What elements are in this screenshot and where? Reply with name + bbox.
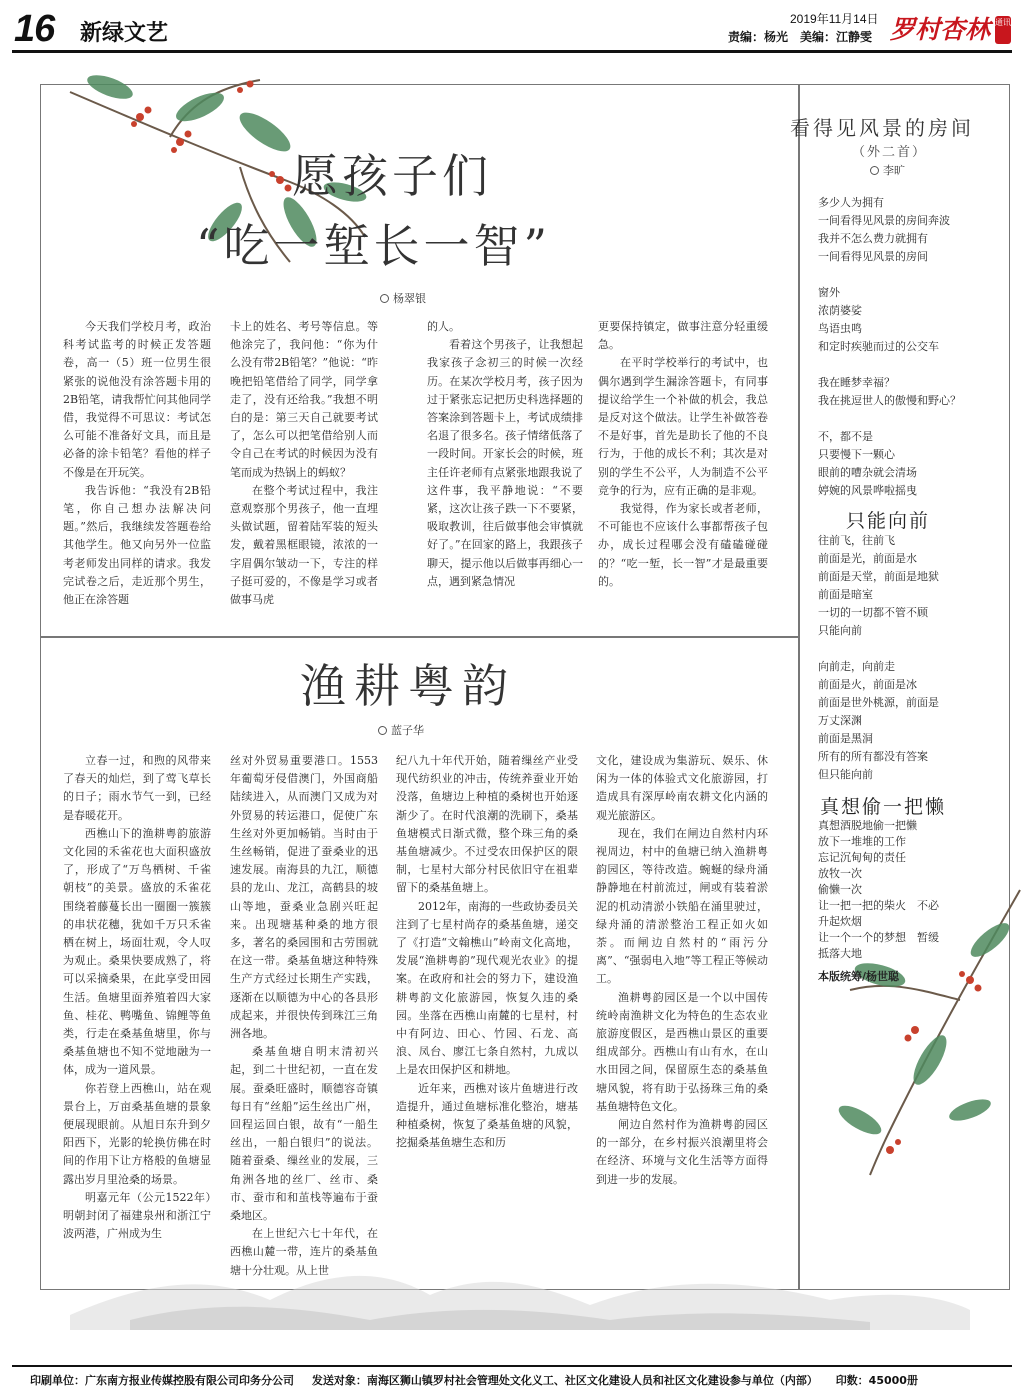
poem2 (818, 532, 939, 802)
poem-line: 只要慢下一颗心 (818, 448, 895, 461)
poem-line: 一切的一切都不管不顾 (818, 606, 928, 619)
footer-rule (12, 1365, 1012, 1367)
poem-stanza (818, 658, 939, 784)
paragraph: 看着这个男孩子，让我想起我家孩子念初三的时候一次经历。在某次学校月考，孩子因为过于紧张忘记把历史科选择题的答案涂到答题卡上，考试成绩排名退了很多名。孩子情绪低落了一段时间。开家长会的时候，班主任许老师有点紧张地跟我说了这件事，我平静地说：“不要紧，这次让孩子跌一下不要紧，吸取教训，往后做事他会审慎就好了。”在回家的路上，我跟孩子聊天，提示他以后做事再细心一点，遇到紧急情况 (427, 338, 583, 588)
poem-line: 前面是黑洞 (818, 732, 873, 745)
poem-line: 放牧一次 (818, 867, 862, 880)
poem-line: 不，都不是 (818, 430, 873, 443)
paragraph: 明嘉元年（公元1522年）明朝封闭了福建泉州和浙江宁波两港，广州成为生 (63, 1190, 211, 1241)
poem-line: 我在睡梦幸福？ (818, 376, 895, 389)
article1-column-2 (230, 318, 378, 609)
paragraph: 立春一过，和煦的风带来了春天的灿烂，到了莺飞草长的日子；雨水节气一到，已经是春暖花开。 (63, 754, 211, 822)
poem-line: 窗外 (818, 286, 840, 299)
poem3 (818, 818, 939, 962)
poem-line: 万丈深渊 (818, 714, 862, 727)
poem-line: 眼前的嘈杂就会清场 (818, 466, 917, 479)
poem-line: 让一把一把的柴火 不必 (818, 899, 939, 912)
issue-date: 2019年11月14日 (790, 12, 879, 26)
poems-subtitle: （外二首） (852, 145, 928, 160)
paragraph: 更要保持镇定，做事注意分轻重缓急。 (598, 320, 768, 352)
poem-line: 偷懒一次 (818, 883, 862, 896)
poem-line: 放下一堆堆的工作 (818, 835, 906, 848)
byline-mark-icon (380, 294, 389, 303)
paragraph: 卡上的姓名、考号等信息。等他涂完了，我问他：“你为什么没有带2B铅笔？”他说：“昨晚把铅笔借给了同学，同学拿走了，没有还给我。”我想不明白的是：第三天自己就要考试了，怎么可以把笔借给别人而令自己在考试的时候因为没有笔而成为热锅上的蚂蚁？ (230, 320, 378, 479)
paragraph: 今天我们学校月考，政治科考试监考的时候正发答题卷，高一（5）班一位男生很紧张的说他没有涂答题卡用的2B铅笔，请我帮忙问其他同学借，我觉得不可思议：考试怎么可能不准备好文具，而且是必备的涂卡铅笔？看他的样子不像是在开玩笑。 (63, 320, 211, 479)
paragraph: 渔耕粤韵园区是一个以中国传统岭南渔耕文化为特色的生态农业旅游度假区，是西樵山景区的重要组成部分。西樵山有山有水，在山水田园之间，保留原生态的桑基鱼塘风貌，将有助于弘扬珠三角的桑基鱼塘特色文化。 (596, 990, 768, 1113)
poems-byline: 李旷 (870, 162, 905, 178)
poem-line: 抵落大地 (818, 947, 862, 960)
poem-line: 但只能向前 (818, 768, 873, 781)
poem-line: 和定时疾驰而过的公交车 (818, 340, 939, 353)
article1-title-line2: “吃一堑长一智” (196, 219, 552, 273)
poem-stanza (818, 284, 961, 356)
byline-mark-icon (870, 166, 879, 175)
poem-line: 鸟语虫鸣 (818, 322, 862, 335)
article1-title-line1: 愿孩子们 (292, 149, 492, 203)
poem-stanza (818, 428, 961, 500)
poem-line: 只能向前 (818, 624, 862, 637)
footer-recipients: 发送对象：南海区狮山镇罗村社会管理处文化义工、社区文化建设人员和社区文化建设参与单位（内部） (311, 1374, 818, 1387)
poem-line: 前面是世外桃源，前面是 (818, 696, 939, 709)
byline-mark-icon (378, 726, 387, 735)
poem-line: 真想酒脱地偷一把懒 (818, 819, 917, 832)
page-number: 16 (14, 8, 55, 50)
header-rule (12, 50, 1012, 53)
paragraph: 西樵山下的渔耕粤韵旅游文化园的禾雀花也大面积盛放了，形成了“万鸟栖树、千雀朝枝”的美景。盛放的禾雀花围绕着藤蔓长出一圈圈一簇簇的串状花穗，犹如千万只禾雀栖在树上，场面壮观，令人叹为观止。桑果快要成熟了，将可以采摘桑果，在此享受田园生活。鱼塘里面养殖着四大家鱼、桂花、鸭嘴鱼、锦鲤等鱼类，行走在桑基鱼塘里，你与桑基鱼塘也不知不觉地融为一体，成为一道风景。 (63, 826, 211, 1077)
page-planner-credit: 本版统筹/杨世聪 (818, 970, 900, 983)
poem-line: 前面是天堂，前面是地狱 (818, 570, 939, 583)
poem-line: 忘记沉甸甸的责任 (818, 851, 906, 864)
masthead-badge: 通讯 (995, 16, 1011, 44)
paragraph: 你若登上西樵山，站在观景台上，万亩桑基鱼塘的景象便展现眼前。从旭日东升到夕阳西下，光影的轮换仿佛在时间的作用下让方格般的鱼塘显露出岁月里沧桑的场景。 (63, 1081, 211, 1186)
paragraph: 我觉得，作为家长或者老师，不可能也不应该什么事都帮孩子包办，成长过程哪会没有磕磕碰碰的？“吃一堑，长一智”才是最重要的。 (598, 502, 768, 588)
article1-column-1 (63, 318, 211, 609)
poem-line: 浓荫婆娑 (818, 304, 862, 317)
paragraph: 2012年，南海的一些政协委员关注到了七星村尚存的桑基鱼塘，递交了《打造“文翰樵山”岭南文化高地，发展“渔耕粤韵”现代观光农业》的提案。在政府和社会的努力下，建设渔耕粤韵文化旅游园，恢复久违的桑园。坐落在西樵山南麓的七星村，村中有阿边、田心、竹园、石龙、高浪、凤台、廖江七条自然村，九成以上是农田保护区和耕地。 (396, 899, 578, 1077)
paragraph: 在平时学校举行的考试中，也偶尔遇到学生漏涂答题卡，有同事提议给学生一个补做的机会，我总是反对这个做法。让学生补做答卷不是好事，首先是助长了他的不良行为，于他的成长不利；其次是对别的学生不公平，人为制造不公平竞争的行为，应有正确的是非观。 (598, 356, 768, 497)
paragraph: 闸边自然村作为渔耕粤韵园区的一部分，在乡村振兴浪潮里将会在经济、环境与文化生活等方面得到进一步的发展。 (596, 1118, 768, 1186)
poem-line: 所有的所有都没有答案 (818, 750, 928, 763)
paragraph: 在上世纪六七十年代，在西樵山麓一带，连片的桑基鱼塘十分壮观。从上世 (230, 1227, 378, 1277)
footer-print-run: 印数：45000册 (835, 1374, 918, 1387)
paragraph: 近年来，西樵对该片鱼塘进行改造提升，通过鱼塘标准化整治，塘基种植桑树，恢复了桑基鱼塘的风貌，挖掘桑基鱼塘生态和历 (396, 1081, 578, 1150)
poem-line: 婷婉的风景哗啦摇曳 (818, 484, 917, 497)
article1-byline: 杨翠银 (380, 290, 426, 306)
article2-column-4 (596, 752, 768, 1189)
poems-title: 看得见风景的房间 (790, 116, 974, 140)
poem-line: 让一个一个的梦想 暂缓 (818, 931, 939, 944)
paragraph: 丝对外贸易重要港口。1553年葡萄牙侵借澳门，外国商船陆续进入，从而澳门又成为对外贸易的转运港口，促使广东生丝对外更加畅销。当时由于生丝畅销，促进了蚕桑业的迅速发展。南海县的九江，顺德县的龙山、龙江，高鹤县的坡山等地，蚕桑业急剧兴旺起来。出现塘基种桑的地方很多，著名的桑园围和古劳围就在这一带。桑基鱼塘这种特殊生产方式经过长期生产实践，逐渐在以顺德为中心的各县形成起来，并很快传到珠江三角洲各地。 (230, 754, 378, 1041)
article2-column-2 (230, 752, 378, 1280)
poem-line: 我并不怎么费力就拥有 (818, 232, 928, 245)
paragraph: 桑基鱼塘自明末清初兴起，到二十世纪初，一直在发展。蚕桑旺盛时，顺德容奇镇每日有“丝船”运生丝出广州，回程运回白银，故有“一船生丝出，一船白银归”的说法。随着蚕桑、缫丝业的发展，三角洲各地的丝厂、丝市、桑市、蚕市和和茧栈等遍布于蚕桑地区。 (230, 1045, 378, 1223)
poem2-title: 只能向前 (846, 510, 931, 532)
footer-printer: 印刷单位：广东南方报业传媒控股有限公司印务分公司 (30, 1374, 294, 1387)
poem-line: 多少人为拥有 (818, 196, 884, 209)
poem-stanza (818, 532, 939, 640)
poem-line: 我在挑逗世人的傲慢和野心？ (818, 394, 961, 407)
poem-line: 向前走，向前走 (818, 660, 895, 673)
poem-line: 往前飞，往前飞 (818, 534, 895, 547)
poem-line: 前面是暗室 (818, 588, 873, 601)
article2-byline: 蓝子华 (378, 722, 424, 738)
section-name: 新绿文艺 (80, 21, 169, 46)
article2-title: 渔耕粤韵 (300, 659, 516, 713)
poem-line: 升起炊烟 (818, 915, 862, 928)
poem-stanza (818, 194, 961, 266)
paragraph: 我告诉他：“我没有2B铅笔，你自己想办法解决问题。”然后，我继续发答题卷给其他学生。他又向另外一位监考老师发出同样的请求。我发完试卷之后，走近那个男生，他正在涂答题 (63, 483, 211, 607)
paragraph: 文化，建设成为集游玩、娱乐、休闲为一体的体验式文化旅游园，打造成具有深厚岭南农耕文化内涵的观光旅游区。 (596, 754, 768, 822)
paragraph: 纪八九十年代开始，随着缫丝产业受现代纺织业的冲击，传统养蚕业开始没落，鱼塘边上种植的桑树也开始逐渐少了。在时代浪潮的洗刷下，桑基鱼塘模式日渐式微，整个珠三角的桑基鱼塘减少。不过受农田保护区的限制，七星村大部分村民依旧守在祖辈留下的桑基鱼塘上。 (396, 754, 578, 895)
article2-column-3 (396, 752, 578, 1152)
footer-info (30, 1372, 932, 1388)
poem-line: 一间看得见风景的房间奔波 (818, 214, 950, 227)
poem-line: 一间看得见风景的房间 (818, 250, 928, 263)
article1-column-3 (427, 318, 583, 591)
masthead-logo: 罗村杏林 (890, 15, 991, 44)
poem-line: 前面是火，前面是冰 (818, 678, 917, 691)
paragraph: 在整个考试过程中，我注意观察那个男孩子，他一直埋头做试题，留着陆军装的短头发，戴着黑框眼镜，浓浓的一字眉偶尔皱动一下，专注的样子挺可爱的，不像是学习或者做事马虎 (230, 483, 378, 607)
poem-line: 前面是光，前面是水 (818, 552, 917, 565)
poem3-title: 真想偷一把懒 (820, 796, 947, 818)
editors-line: 责编：杨光 美编：江静雯 (728, 30, 873, 44)
article2-column-1 (63, 752, 211, 1243)
poem1 (818, 194, 961, 518)
article1-column-4 (598, 318, 768, 591)
paragraph: 的人。 (427, 320, 460, 333)
poem-stanza (818, 374, 961, 410)
paragraph: 现在，我们在闸边自然村内环视周边，村中的鱼塘已纳入渔耕粤韵园区，等待改造。蜿蜒的绿舟涌静静地在村前流过，闸或有装着淤泥的机动清淤小铁船在涌里驶过，绿舟涌的清淤整治工程正如火如荼。而闸边自然村的“雨污分离”、“强弱电入地”等工程正等候动工。 (596, 826, 768, 986)
